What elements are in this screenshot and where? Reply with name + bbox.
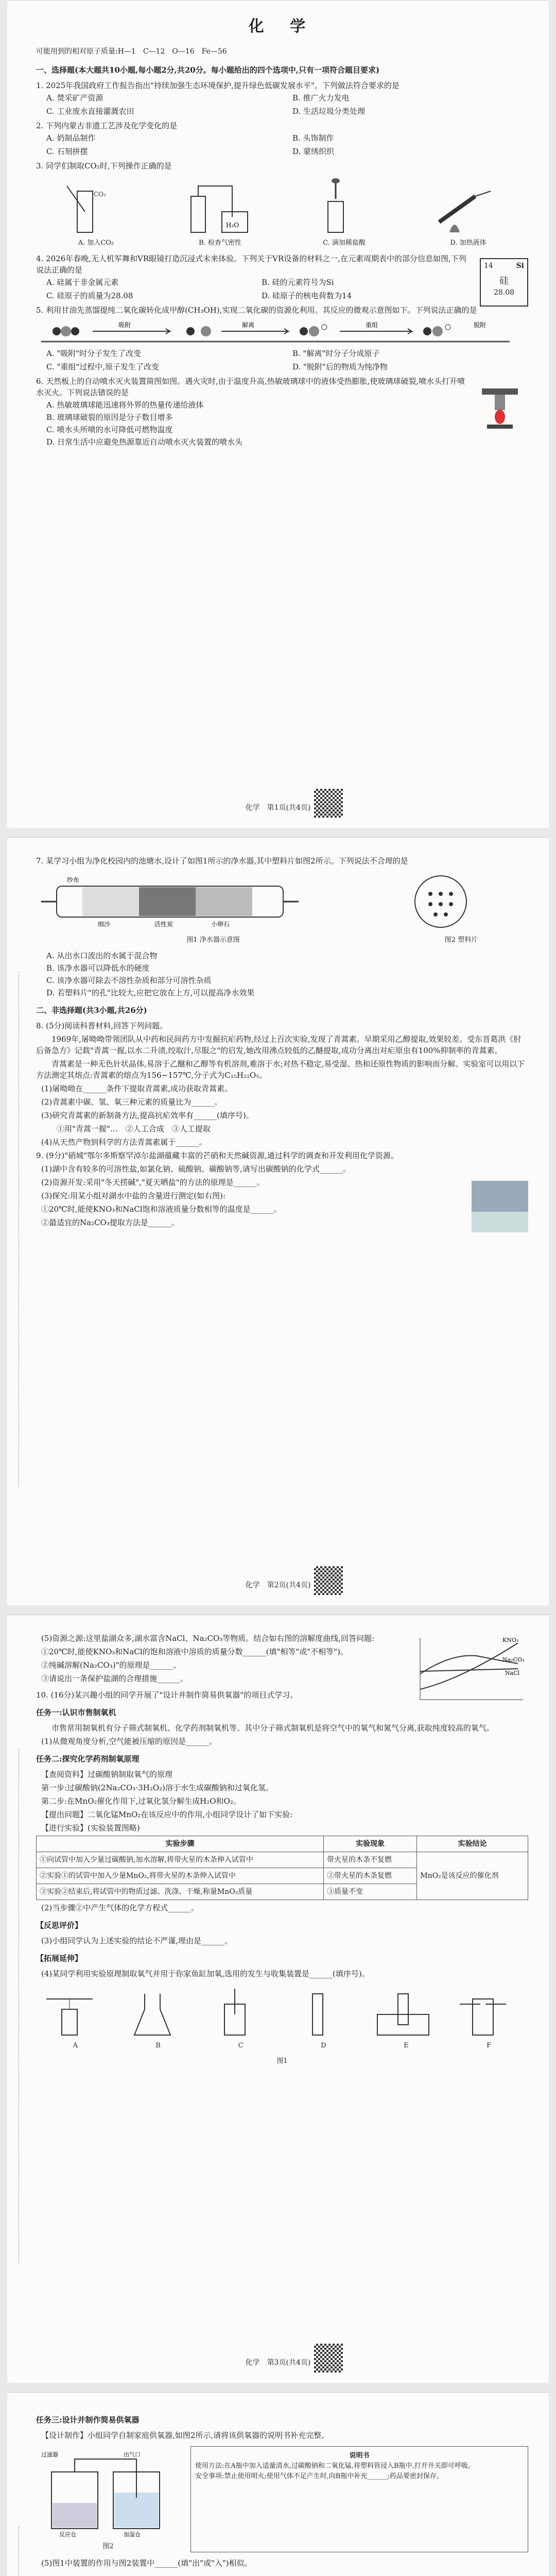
option: B. 头饰制作 — [292, 133, 334, 143]
svg-text:加湿仓: 加湿仓 — [124, 2531, 141, 2538]
apparatus-figure: A B C D E F — [36, 1984, 528, 2052]
water-purifier-figure: 细沙 活性炭 小卵石 纱布 图1 净水器示意图 图2 塑料片 — [36, 871, 528, 946]
option: A. 热敏玻璃球能迅速将外界的热量传递给液体 — [46, 400, 204, 410]
question-1 — [36, 80, 528, 118]
question-9-cont: (5)资源之源:这里盐湖众多,湖水富含NaCl、Na₂CO₃等物质。结合如右图的溶解度曲线,回答问题: ①20℃时,能使KNO₃和NaCl的饱和溶液中溶质的质量分数______(填"相等"或"不相等")。 ②纯碱溶解(Na₂CO₃)"的原理是______。 ③请说出一条保护盐湖的合理措施______。 KNO₃ Na₂CO₃ NaCl — [36, 1633, 528, 1684]
question-9: 9. (9分)"硝城"鄂尔多斯察罕淖尔盐湖蕴藏丰富的芒硝和天然碱资源,通过科学的调查和开发利用化学资源。 (1)湖中含有较多的可溶性盐,如氯化钠、硫酸钠、碳酸钠等,请写出碳酸钠的化学式______。 (2)资源开发:采用"冬天捞碱","夏天晒盐"的方法的原理是______。 (3)探究:用某小组对湖水中盐的含量进行测定(如右图): ①20℃时,能使KNO₃和NaCl饱和溶液质量分数相等的温度是______。 ②最适宜的Na₂CO₃提取方法是______。 — [36, 1150, 528, 1228]
exam-page-2 — [7, 837, 549, 1605]
oxygen-device-figure: 过滤器 出气口 反应仓 加湿仓 图2 说明书 使用方法:在A瓶中加入适量清水,过碳酸钠和二氧化锰,将塑料管浸入B瓶中,打开开关即可呼吸。 安全事项:禁止使用明火;使用气体不足产生时,向B瓶中补充______;药品要密封保存。 — [36, 2446, 528, 2552]
svg-text:细沙: 细沙 — [98, 921, 111, 928]
question-2 — [36, 120, 528, 158]
option: B. 玻璃球破裂的原因是分子数目增多 — [46, 413, 173, 422]
question-stem: 5. 利用甘油先蒸馏提纯二氧化碳转化成甲醇(CH₃OH),实现二氧化碳的资源化利用。其反应的微观示意图如下。下列说法正确的是 — [36, 306, 477, 315]
option: D. "脱附"后的物质为纯净物 — [292, 362, 388, 371]
svg-text:Na₂CO₃: Na₂CO₃ — [502, 1656, 525, 1663]
option: C. 喷水头所喷的水可降低可燃物温度 — [46, 425, 173, 434]
question-3 — [36, 160, 528, 249]
operation-d: D. 加热液体 — [408, 176, 528, 249]
binding-margin — [11, 972, 19, 1487]
option: B. 硅的元素符号为Si — [262, 278, 334, 287]
option: C. 石刻拼摆 — [46, 147, 88, 156]
question-6 — [36, 376, 528, 448]
section-heading: 二、非选择题(共3小题,共26分) — [36, 1006, 147, 1015]
svg-text:CO₂: CO₂ — [94, 191, 106, 198]
svg-text:NaCl: NaCl — [505, 1670, 520, 1676]
question-stem: 6. 天然板上的自动喷水灭火装置简图如图。遇火灾时,由于温度升高,热敏玻璃球中的液体受热膨胀,使玻璃球破裂,喷水头打开喷水灭火。下列说法错误的是 — [36, 377, 465, 397]
svg-text:活性炭: 活性炭 — [154, 921, 173, 928]
option: D. 硅原子的核电荷数为14 — [262, 291, 352, 300]
section-heading: 一、选择题(本大题共10小题,每小题2分,共20分。每小题给出的四个选项中,只有一项符合题目要求) — [36, 65, 380, 75]
exam-page-1 — [7, 0, 549, 828]
operation-b: H₂O B. 检查气密性 — [160, 176, 280, 249]
page-footer: 化学 第1页(共4页) — [245, 804, 311, 812]
table-row: ①向试管中加入少量过碳酸钠,加水溶解,将带火星的木条伸入试管中 带火星的木条不复燃 MnO₂是该反应的催化剂 — [37, 1852, 528, 1868]
svg-text:纱布: 纱布 — [67, 876, 80, 884]
option: A. 奶制品制作 — [46, 133, 96, 143]
option: C. "重组"过程中,原子发生了改变 — [46, 362, 160, 371]
question-stem: 2. 下列内蒙古非遗工艺涉及化学变化的是 — [36, 121, 178, 130]
question-8: 8. (5分)阅读科普材料,回答下列问题。 1969年,屠呦呦带领团队从中药和民间药方中发掘抗疟药物,经过上百次实验,发现了青蒿素。早期采用乙醇提取,效果较差。受东晋葛洪《肘后备急方》记载"青蒿一握,以水二升渍,绞取汁,尽服之"的启发,她改用沸点较低的乙醚提取,成功分离出对疟原虫有100%抑制率的青蒿素。 青蒿素是一种无色针状晶体,易溶于乙醚和乙醇等有机溶剂,难溶于水;对热不稳定,易受湿、热和还原性物质的影响而分解。实验室可以用以下方法测定其熔点:青蒿素的熔点为156~157℃,分子式为C₁₅H₂₂O₅。 (1)屠呦呦在______条件下提取青蒿素,成功获取青蒿素。 (2)青蒿素中碳、氢、氧三种元素的质量比为______。 (3)研究青蒿素的新制备方法,提高抗疟效率有______(填序号)。 ①用"青蒿一握"… ②人工合成 ③人工提取 (4)从天然产物到科学的方法青蒿素属于______。 — [36, 1021, 525, 1147]
option: A. 从出水口流出的水属于混合物 — [46, 951, 158, 960]
option: C. 工业废水直接灌溉农田 — [46, 107, 134, 116]
svg-text:H₂O: H₂O — [226, 222, 239, 229]
table-row: ②实验①的试管中加入少量MnO₂,将带火星的木条伸入试管中 ②带火星的木条复燃 — [37, 1868, 528, 1884]
question-stem: 1. 2025年我国政府工作报告指出"持续加强生态环境保护,提升绿色低碳发展水平"。下列做法符合要求的是 — [36, 81, 399, 90]
operation-a: CO₂ A. 加入CO₂ — [36, 176, 156, 249]
option: A. 硅属于非金属元素 — [46, 278, 119, 287]
operation-c: C. 滴加稀盐酸 — [284, 176, 404, 249]
reaction-diagram — [36, 316, 520, 347]
option: D. 生活垃圾分类处理 — [292, 107, 366, 116]
option: B. 推广火力发电 — [292, 93, 350, 103]
binding-margin — [11, 2527, 19, 2576]
page-footer: 化学 第3页(共4页) — [245, 2359, 311, 2367]
option: B. 该净水器可以降低水的硬度 — [46, 963, 150, 973]
svg-text:KNO₃: KNO₃ — [502, 1637, 519, 1643]
binding-margin — [11, 1749, 19, 2264]
page-title: 化 学 — [248, 18, 316, 36]
svg-text:吸附: 吸附 — [118, 321, 131, 329]
svg-text:反应仓: 反应仓 — [59, 2531, 76, 2538]
atomic-masses: 可能用到的相对原子质量:H—1 C—12 O—16 Fe—56 — [36, 47, 227, 56]
lab-operations-figure — [36, 176, 528, 249]
question-5 — [36, 304, 528, 374]
option: C. 硅原子的质量为28.08 — [46, 291, 133, 300]
svg-text:小卵石: 小卵石 — [211, 921, 230, 928]
option: D. 若塑料片"的孔"比较大,应把它放在上方,可以提高净水效果 — [46, 988, 255, 997]
svg-text:出气口: 出气口 — [124, 2451, 141, 2458]
svg-text:解离: 解离 — [242, 321, 255, 329]
question-7 — [36, 855, 528, 998]
svg-text:脱附: 脱附 — [474, 321, 486, 329]
svg-text:过滤器: 过滤器 — [41, 2451, 58, 2458]
lake-photo — [472, 1181, 528, 1232]
sprinkler-figure — [477, 386, 523, 443]
table-row: ③实验②结束后,将试管中的物质过滤、洗涤、干燥,称量MnO₂质量 ③质量不变 — [37, 1884, 528, 1900]
question-stem: 3. 同学们制取CO₂时,下列操作正确的是 — [36, 161, 172, 171]
option: B. "解离"时分子分成原子 — [292, 349, 380, 358]
exam-page-4: 任务三:设计并制作简易供氧器 【设计制作】小组同学自制家庭供氧器,如图2所示,请将该供氧器的说明书补充完整。 过滤器 出气口 反应仓 加湿仓 图2 说明书 使用方法:在A瓶中加入适量清水,过碳酸钠和二氧化锰,将塑料管浸入B瓶中,打开开关即可呼吸。 安全事项:禁止使用明火;使用气体不足产生时,向B瓶中补充______;药品要密封保存。 (5)图1中装置的作用与图2装置中______(填"出"或"入")相似。 — [7, 2392, 549, 2576]
solubility-curve — [405, 1633, 528, 1710]
option: A. 焚采矿产资源 — [46, 93, 103, 103]
manual-box: 说明书 使用方法:在A瓶中加入适量清水,过碳酸钠和二氧化锰,将塑料管浸入B瓶中,打开开关即可呼吸。 安全事项:禁止使用明火;使用气体不足产生时,向B瓶中补充______;药品要密封保存。 — [190, 2446, 528, 2552]
exam-page-3: (5)资源之源:这里盐湖众多,湖水富含NaCl、Na₂CO₃等物质。结合如右图的溶解度曲线,回答问题: ①20℃时,能使KNO₃和NaCl的饱和溶液中溶质的质量分数______(填"相等"或"不相等")。 ②纯碱溶解(Na₂CO₃)"的原理是______。 ③请说出一条保护盐湖的合理措施______。 KNO₃ Na₂CO₃ NaCl 10. (16分)某兴趣小组的同学开展了"设计并制作简易供氧器"的项目式学习。 任务一:认识市售制氧机 市售常用制氧机有分子筛式制氧机、化学药剂制氧机等。其中分子筛式制氧机是将空气中的氧气和氮气分离,获取纯度较高的氧气。 (1)从微观角度分析,空气能被压缩的原因是______。 任务二:探究化学药剂制氧原理 【查阅资料】过碳酸钠制取氧气的原理 第一步:过碳酸钠(2Na₂CO₃·3H₂O₂)溶于水生成碳酸钠和过氧化氢。 第二步:在MnO₂催化作用下,过氧化氢分解生成H₂O和O₂。 【提出问题】二氧化锰MnO₂在该反应中的作用,小组同学设计了如下实验: 【进行实验】(实验装置图略) 实验步骤 实验现象 实验结论 ①向试管中加入少量过碳酸钠,加水溶解,将带火星的木条伸入试管中 带火星的木条不复燃 MnO₂是该反应的催化剂 ②实验①的试管中加入少量MnO₂,将带火星的木条伸入试管中 ②带火星的木条复燃 ③实验②结束后,将试管中的物质过滤、洗涤、干燥,称量MnO₂质量 ③质量不变 (2)当步骤②中产生气体的化学方程式______。 【反思评价】 (3)小组同学认为上述实验的结论不严谨,理由是______。 【拓展延伸】 (4)某同学利用实验原理制取氧气并用于你家鱼缸加氧,选用的发生与收集装置是______(填序号)。 A B C D E F 图1 化学 第3页(共4页) — [7, 1615, 549, 2383]
option: C. 该净水器可除去不溶性杂质和部分可溶性杂质 — [46, 976, 212, 985]
experiment-table: 实验步骤 实验现象 实验结论 ①向试管中加入少量过碳酸钠,加水溶解,将带火星的木条伸入试管中 带火星的木条不复燃 MnO₂是该反应的催化剂 ②实验①的试管中加入少量MnO₂,将带火星的木条伸入试管中 ②带火星的木条复燃 ③实验②结束后,将试管中的物质过滤、洗涤、干燥,称量MnO₂质量 ③质量不变 — [36, 1836, 528, 1900]
option: A. "吸附"时分子发生了改变 — [46, 349, 142, 358]
svg-text:重组: 重组 — [366, 321, 378, 329]
question-stem: 4. 2026年春晚,无人机军舞和VR眼镜打造沉浸式未来体验。下列关于VR设备的材料之一,在元素周期表中的部分信息如图,下列说法正确的是 — [36, 254, 466, 275]
periodic-table-cell: 14 Si 硅 28.08 — [480, 258, 528, 307]
question-4 — [36, 253, 528, 302]
option: D. 日常生活中应避免热源靠近自动喷水灭火装置的喷水头 — [46, 437, 243, 447]
page-footer: 化学 第2页(共4页) — [245, 1581, 311, 1589]
option: D. 蒙绣织织 — [292, 147, 335, 156]
question-stem: 7. 某学习小组为净化校园内的池塘水,设计了如图1所示的净水器,其中塑料片如图2所示。下列说法不合理的是 — [36, 856, 408, 866]
